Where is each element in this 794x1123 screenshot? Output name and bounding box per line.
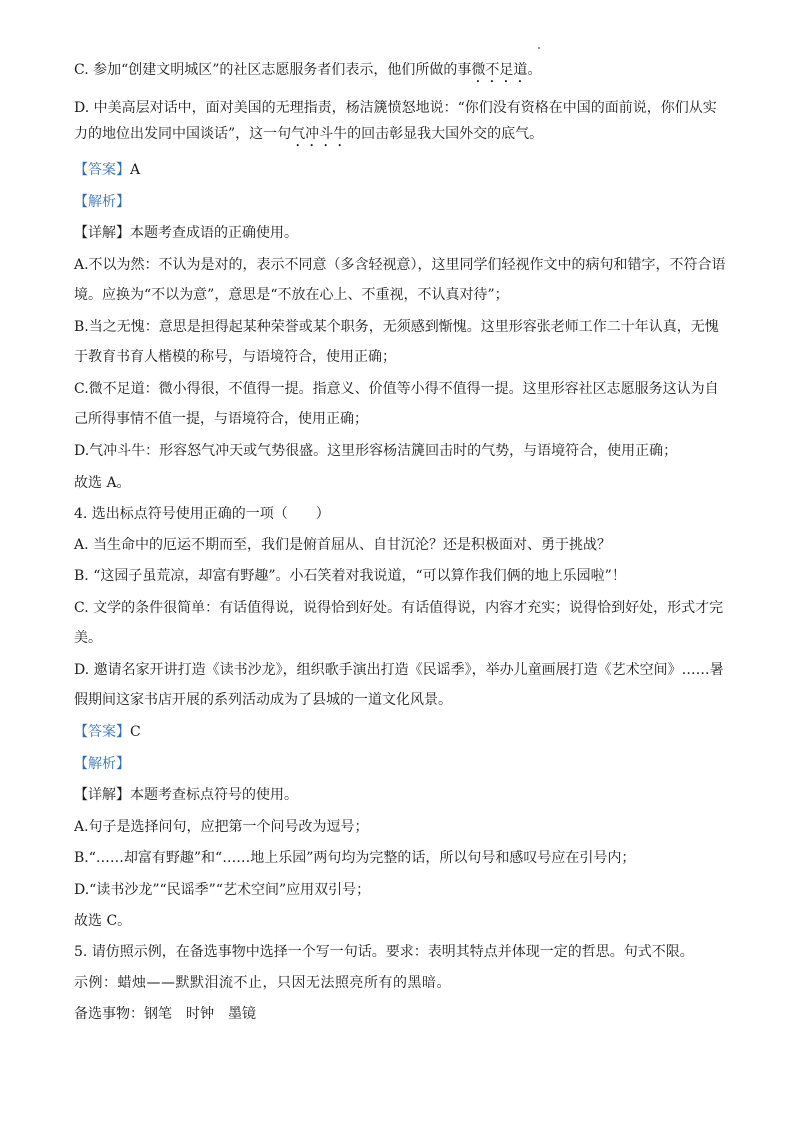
q3-detail: 【详解】本题考查成语的正确使用。 bbox=[74, 225, 298, 241]
q4-analysis-tag: 【解析】 bbox=[74, 756, 130, 772]
q4-stem: 4. 选出标点符号使用正确的一项（ ） bbox=[74, 506, 330, 522]
q3-option-c: C. 参加“创建文明城区”的社区志愿服务者们表示，他们所做的事微不足道。 bbox=[74, 62, 542, 78]
answer-tag: 【答案】 bbox=[74, 162, 130, 178]
q5-stem: 5. 请仿照示例，在备选事物中选择一个写一句话。要求：表明其特点并体现一定的哲思。句式不限。 bbox=[74, 944, 694, 960]
answer-tag: 【答案】 bbox=[74, 724, 130, 740]
q3-expl-a-line2: 境。应换为“不以为意”，意思是“不放在心上、不重视，不认真对待”； bbox=[74, 287, 509, 303]
q4-expl-d: D.“读书沙龙”“民谣季”“艺术空间”应用双引号； bbox=[74, 882, 371, 898]
q4-option-c-line2: 美。 bbox=[74, 630, 102, 646]
q4-option-b: B. “这园子虽荒凉，却富有野趣”。小石笑着对我说道，“可以算作我们俩的地上乐园啦”！ bbox=[74, 568, 626, 584]
q4-option-a: A. 当生命中的厄运不期而至，我们是俯首屈从、自甘沉沦？还是积极面对、勇于挑战？ bbox=[74, 537, 612, 553]
q3-conclusion: 故选 A。 bbox=[74, 475, 131, 491]
q4-option-d-line2: 假期间这家书店开展的系列活动成为了县城的一道文化风景。 bbox=[74, 692, 452, 708]
q3-analysis-tag: 【解析】 bbox=[74, 194, 130, 210]
q3-option-d-line1: D. 中美高层对话中，面对美国的无理指责，杨洁篪愤怒地说：“你们没有资格在中国的面前说，你们从实 bbox=[74, 100, 717, 116]
emphasis-phrase: 气冲斗牛 bbox=[291, 126, 348, 142]
q4-answer bbox=[74, 722, 724, 742]
q4-option-d-line1: D. 邀请名家开讲打造《读书沙龙》，组织歌手演出打造《民谣季》，举办儿童画展打造《艺术空间》……暑 bbox=[74, 662, 724, 678]
q3-expl-c-line2: 己所得事情不值一提，与语境符合，使用正确； bbox=[74, 411, 368, 427]
answer-value: C bbox=[130, 724, 141, 740]
q5-example: 示例：蜡烛——默默泪流不止，只因无法照亮所有的黑暗。 bbox=[74, 975, 451, 991]
q5-options: 备选事物：钢笔 时钟 墨镜 bbox=[74, 1006, 256, 1022]
q3-answer bbox=[74, 160, 724, 180]
q3-expl-b-line2: 于教育书育人楷模的称号，与语境符合，使用正确； bbox=[74, 349, 396, 365]
q4-expl-a: A.句子是选择问句，应把第一个问号改为逗号； bbox=[74, 819, 369, 835]
q4-expl-b: B.“……却富有野趣”和“……地上乐园”两句均为完整的话，所以句号和感叹号应在引号内； bbox=[74, 850, 636, 866]
page-mark bbox=[538, 47, 540, 49]
q3-expl-c-line1: C.微不足道：微小得很，不值得一提。指意义、价值等小得不值得一提。这里形容社区志愿服务这认为自 bbox=[74, 381, 719, 397]
answer-value: A bbox=[130, 162, 141, 178]
q3-option-d-line2: 力的地位出发同中国谈话”，这一句气冲斗牛的回击彰显我大国外交的底气。 bbox=[74, 126, 544, 142]
q4-conclusion: 故选 C。 bbox=[74, 913, 132, 929]
q3-expl-b-line1: B.当之无愧：意思是担得起某种荣誉或某个职务，无须感到惭愧。这里形容张老师工作二十年认真，无愧 bbox=[74, 319, 719, 335]
q4-detail: 【详解】本题考查标点符号的使用。 bbox=[74, 787, 298, 803]
q4-option-c-line1: C. 文学的条件很简单：有话值得说，说得恰到好处。有话值得说，内容才充实；说得恰到好处，形式才完 bbox=[74, 600, 724, 616]
q3-expl-d: D.气冲斗牛：形容怒气冲天或气势很盛。这里形容杨洁篪回击时的气势，与语境符合，使用正确； bbox=[74, 443, 678, 459]
emphasis-phrase: 微不足道 bbox=[471, 62, 528, 78]
q3-expl-a-line1: A.不以为然：不认为是对的，表示不同意（多含轻视意），这里同学们轻视作文中的病句和错字，不符合语 bbox=[74, 257, 726, 273]
